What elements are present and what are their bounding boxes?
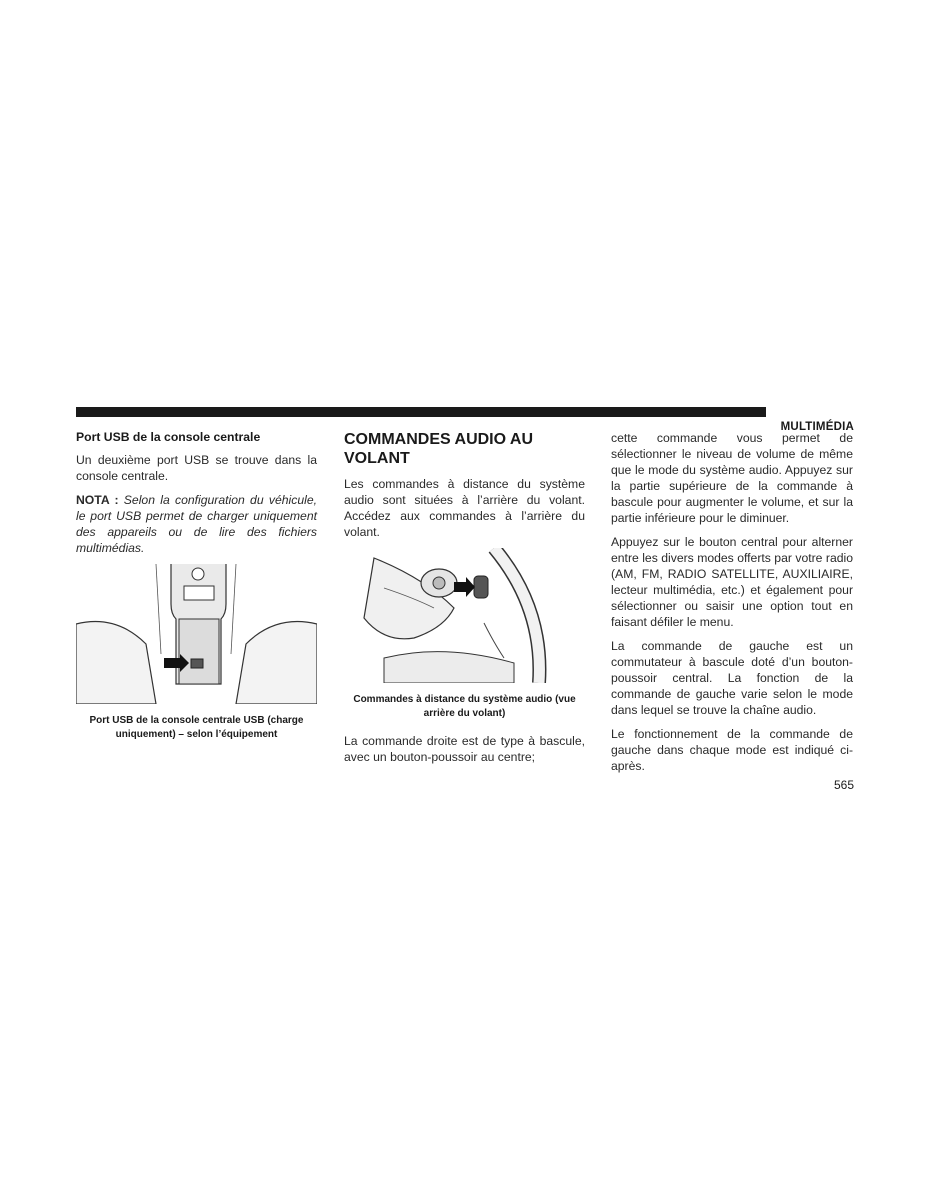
figure-caption-usb: Port USB de la console centrale USB (charge uniquement) – selon l’équipement — [89, 715, 304, 740]
usb-console-illustration — [76, 564, 317, 704]
steering-wheel-controls-illustration — [344, 548, 585, 683]
subheading-usb-port: Port USB de la console centrale — [76, 430, 261, 444]
section-title: MULTIMÉDIA — [780, 421, 854, 433]
header-rule — [76, 407, 766, 417]
column-middle — [344, 430, 585, 773]
paragraph-volume: cette commande vous permet de sélectionner le niveau de volume de même que le mode du système audio. Appuyez sur la partie supérieure de la commande à bascule pour augmenter le volume, et sur la partie inférieure pour le diminuer. — [611, 431, 853, 525]
paragraph-usb-location: Un deuxième port USB se trouve dans la console centrale. — [76, 453, 317, 483]
column-left — [76, 430, 317, 754]
nota-paragraph — [76, 492, 317, 556]
nota-text: Selon la configuration du véhicule, le port USB permet de charger uniquement des appareils ou de lire des fichiers multimédias. — [76, 493, 317, 555]
paragraph-controls-location: Les commandes à distance du système audio sont situées à l’arrière du volant. Accédez aux commandes à l’arrière du volant. — [344, 477, 585, 539]
section-heading-audio-controls: COMMANDES AUDIO AU VOLANT — [344, 431, 534, 467]
figure-caption-steering: Commandes à distance du système audio (vue arrière du volant) — [353, 694, 576, 719]
column-right — [611, 430, 853, 782]
paragraph-right-control: La commande droite est de type à bascule, avec un bouton-poussoir au centre; — [344, 734, 585, 764]
page-number: 565 — [833, 778, 854, 792]
paragraph-left-control: La commande de gauche est un commutateur à bascule doté d’un bouton-poussoir central. La fonction de la commande de gauche varie selon le mode dans lequel se trouve la chaîne audio. — [611, 639, 853, 717]
paragraph-left-control-modes: Le fonctionnement de la commande de gauche dans chaque mode est indiqué ci-après. — [611, 727, 853, 773]
paragraph-modes: Appuyez sur le bouton central pour alterner entre les divers modes offerts par votre radio (AM, FM, RADIO SATELLITE, AUXILIAIRE, lecteur multimédia, etc.) et également pour sélectionner ou saisir une option tout en faisant défiler le menu. — [611, 535, 853, 629]
nota-label: NOTA : — [76, 493, 119, 507]
